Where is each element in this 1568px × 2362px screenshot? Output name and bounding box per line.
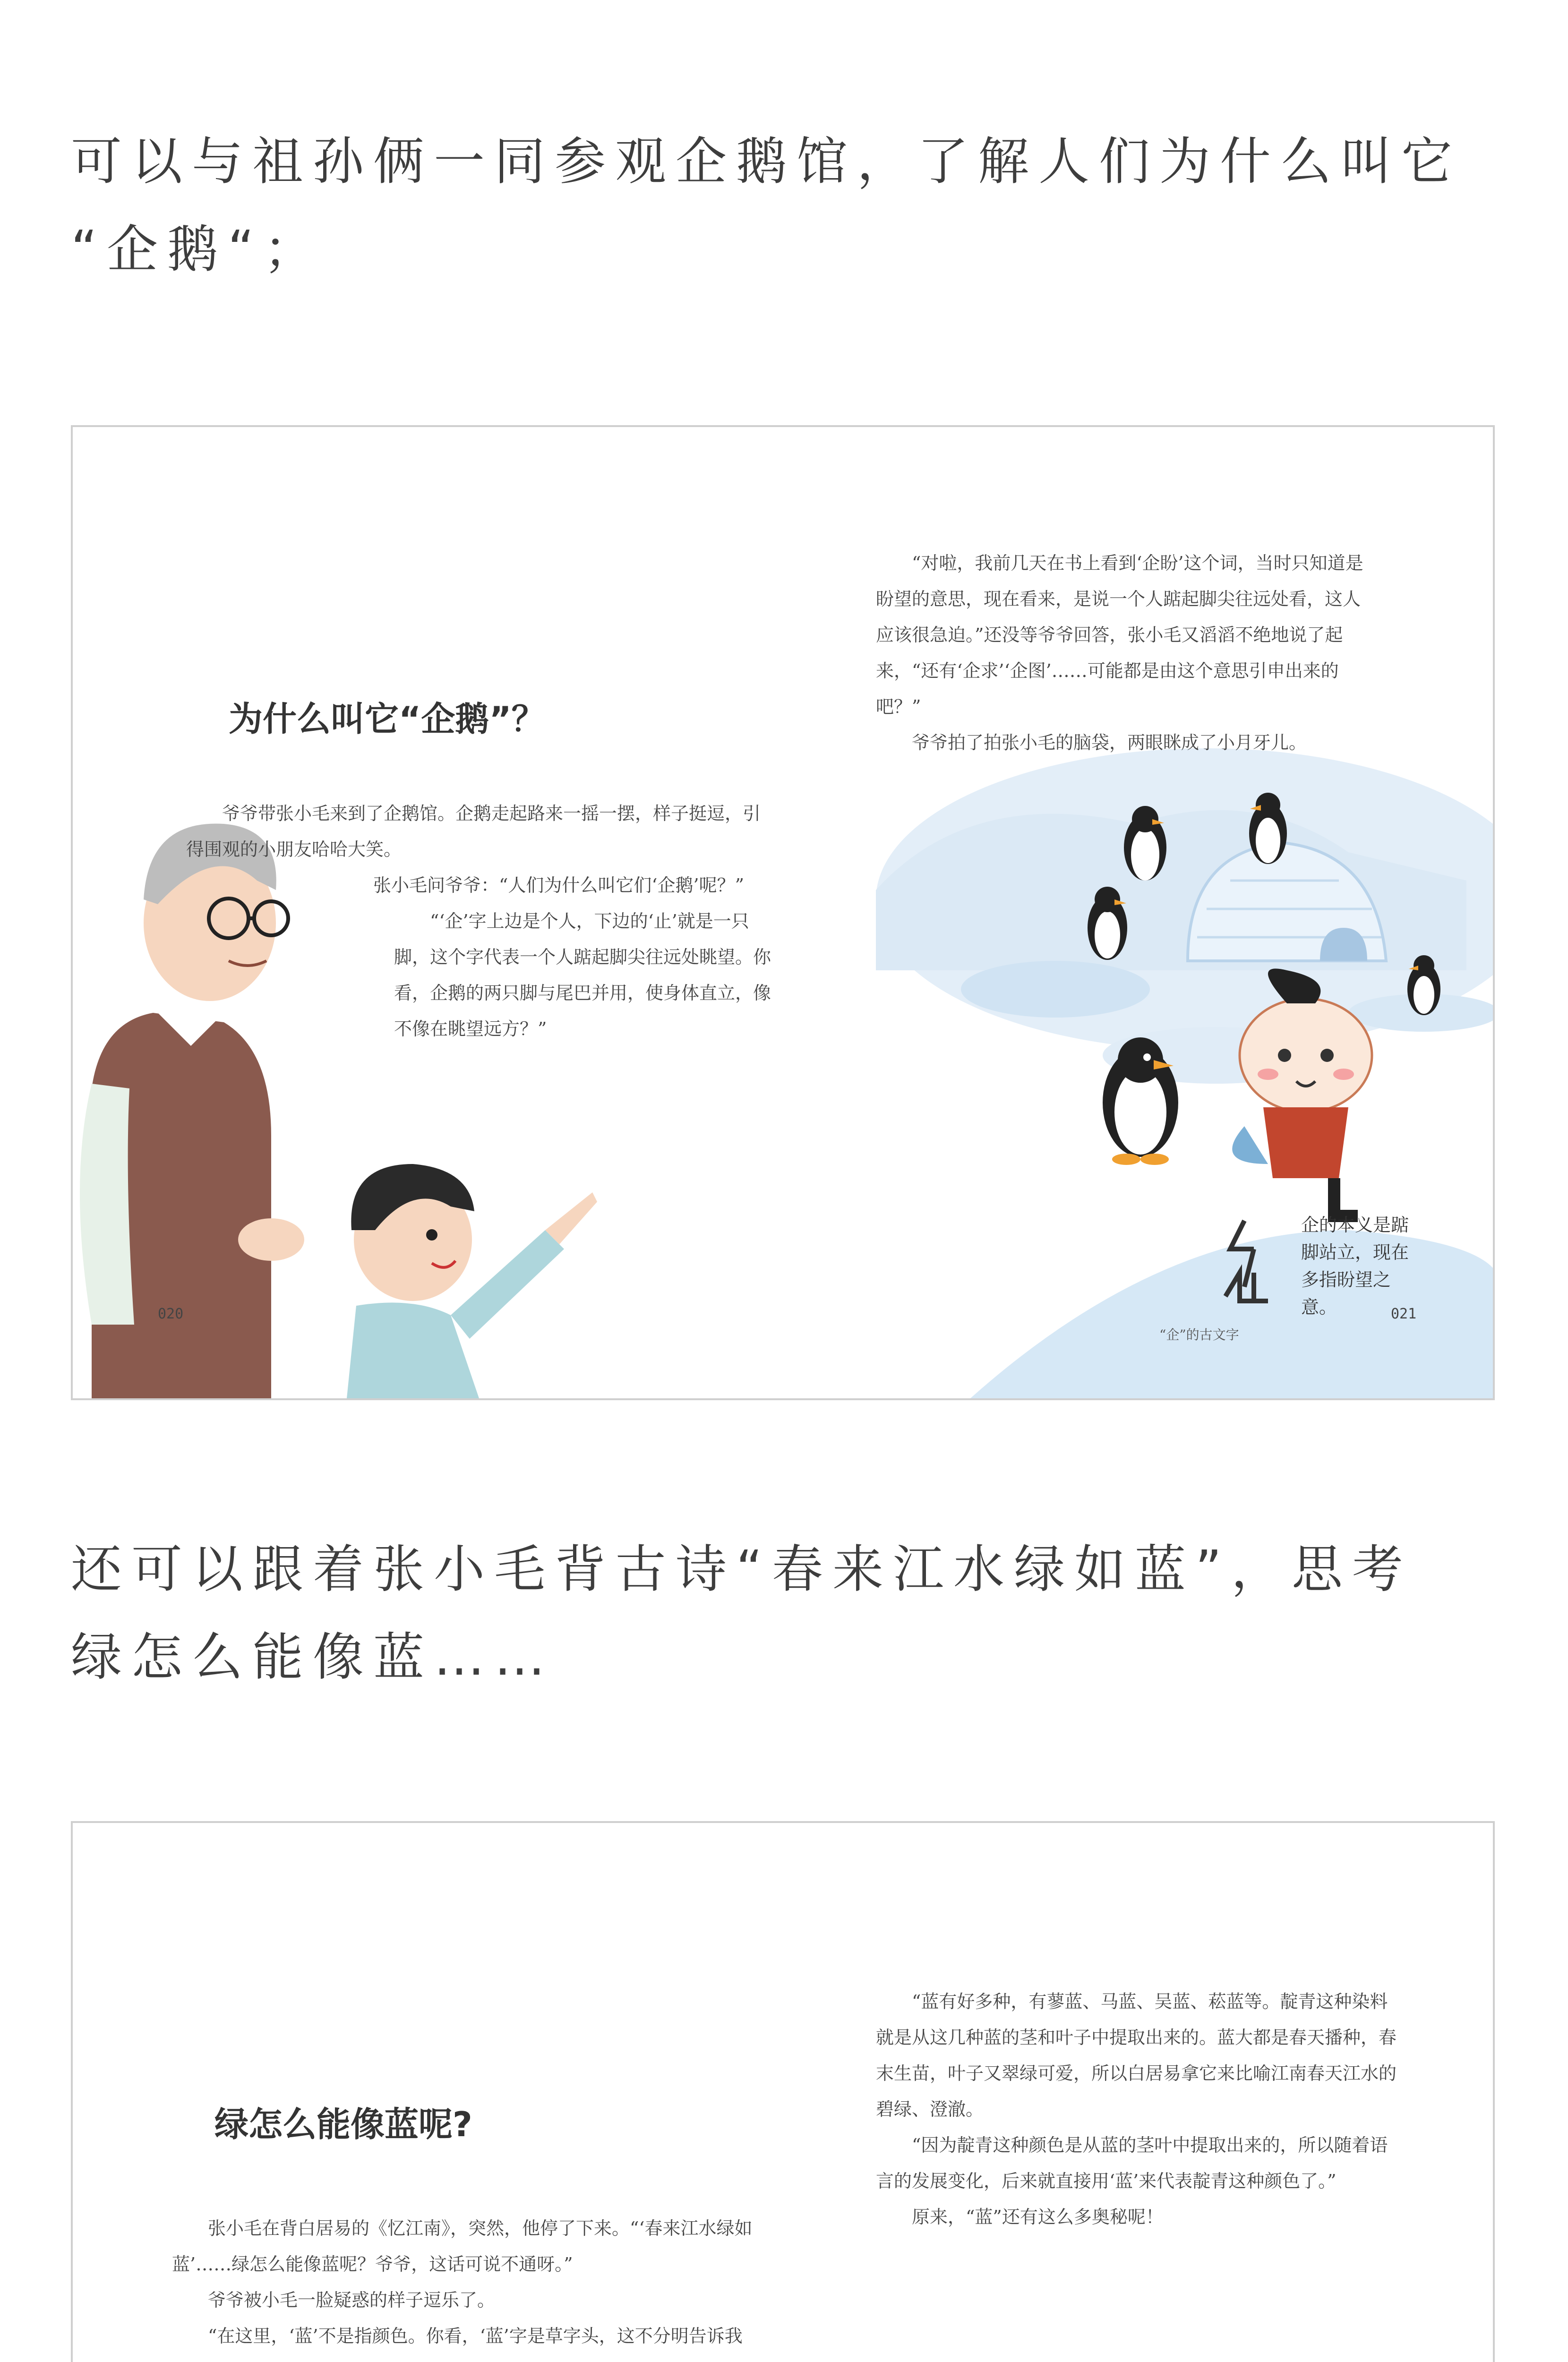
spread1-left-text — [186, 796, 772, 1047]
paragraph: “‘企’字上边是个人，下边的‘止’就是一只脚，这个字代表一个人踮起脚尖往远处眺望。你看，企鹅的两只脚与尾巴并用，使身体直立，像不像在眺望远方？” — [394, 911, 771, 1039]
intro-caption: 可以与祖孙俩一同参观企鹅馆，了解人们为什么叫它 “企鹅“； — [71, 132, 1462, 279]
spread1-right-text — [876, 545, 1377, 761]
paragraph: 张小毛问爷爷：“人们为什么叫它们‘企鹅’呢？” — [373, 875, 745, 896]
book-spread-landscape — [71, 1821, 1495, 2362]
boy-character — [347, 1164, 597, 1398]
paragraph: “在这里，‘蓝’不是指颜色。你看，‘蓝’字是草字头，这不分明告诉我 — [208, 2326, 743, 2346]
spread2-left-text — [172, 2210, 763, 2362]
paragraph: 张小毛在背白居易的《忆江南》，突然，他停了下来。“‘春来江水绿如蓝’……绿怎么能像蓝呢？爷爷，这话可说不通呀。” — [172, 2218, 753, 2275]
paragraph: “因为靛青这种颜色是从蓝的茎叶中提取出来的，所以随着语言的发展变化，后来就直接用‘蓝’来代表靛青这种颜色了。” — [876, 2135, 1388, 2191]
ancient-character-label: “企”的古文字 — [1159, 1327, 1239, 1343]
paragraph: 爷爷带张小毛来到了企鹅馆。企鹅走起路来一摇一摆，样子挺逗，引得围观的小朋友哈哈大笑。 — [186, 803, 761, 860]
spread2-right-text — [876, 1984, 1405, 2235]
paragraph: 爷爷被小毛一脸疑惑的样子逗乐了。 — [208, 2290, 496, 2311]
middle-caption: 还可以跟着张小毛背古诗“春来江水绿如蓝”，思考 绿怎么能像蓝…… — [71, 1540, 1413, 1687]
spread1-title: 为什么叫它“企鹅”？ — [229, 699, 546, 739]
book-spread-penguin — [71, 425, 1495, 1400]
spread2-title: 绿怎么能像蓝呢? — [214, 2105, 472, 2144]
page-number-left: 020 — [158, 1306, 184, 1322]
paragraph: 爷爷拍了拍张小毛的脑袋，两眼眯成了小月牙儿。 — [912, 732, 1307, 753]
paragraph: “对啦，我前几天在书上看到‘企盼’这个词，当时只知道是盼望的意思，现在看来，是说一个人踮起脚尖往远处看，这人应该很急迫。”还没等爷爷回答，张小毛又滔滔不绝地说了起来，“还有‘企求’‘企图’……可能都是由这个意思引申出来的吧？” — [876, 553, 1363, 717]
paragraph: 原来，“蓝”还有这么多奥秘呢！ — [912, 2207, 1164, 2227]
paragraph: “蓝有好多种，有蓼蓝、马蓝、吴蓝、菘蓝等。靛青这种染料就是从这几种蓝的茎和叶子中提取出来的。蓝大都是春天播种，春末生苗，叶子又翠绿可爱，所以白居易拿它来比喻江南春天江水的碧绿、澄澈。 — [876, 1991, 1397, 2120]
ice-floe — [961, 961, 1150, 1018]
page-number-right: 021 — [1391, 1306, 1417, 1322]
spread1-note: 企的本义是踮脚站立，现在多指盼望之意。 — [1301, 1215, 1409, 1318]
